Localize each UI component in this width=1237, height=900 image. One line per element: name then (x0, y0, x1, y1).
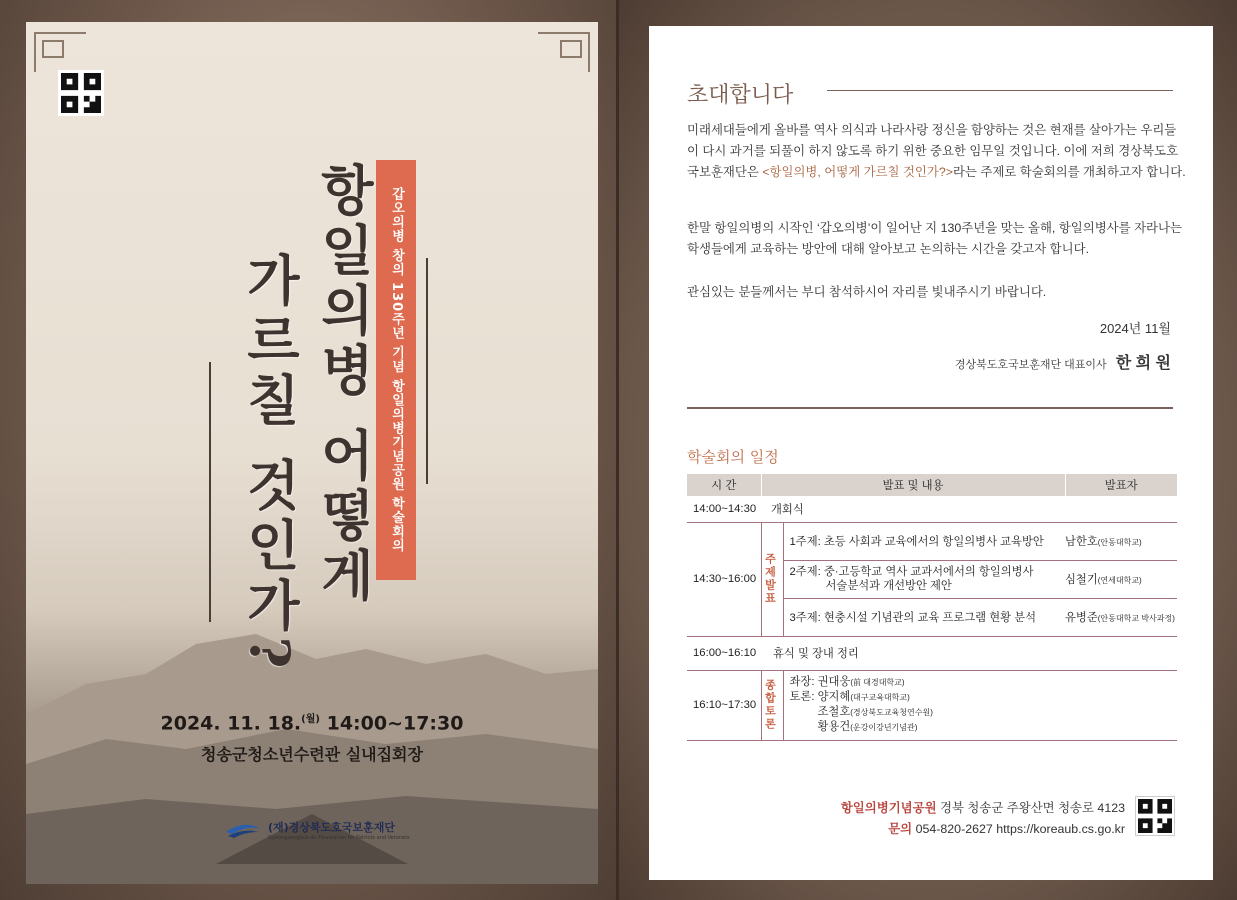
presenter-name: 남한호 (1065, 536, 1098, 548)
chair-name: 권대웅 (817, 676, 851, 688)
heading-rule (827, 90, 1173, 91)
presenter-3 (1065, 598, 1177, 636)
qr-code (1135, 796, 1175, 836)
header-content: 발표 및 내용 (761, 474, 1065, 496)
foundation-logo (224, 818, 410, 842)
title-divider-line (426, 258, 428, 484)
section-divider (687, 407, 1173, 409)
chair-label: 좌장: (789, 676, 815, 688)
row-time: 16:00~16:10 (687, 636, 761, 670)
discussant-affiliation: (경상북도교육청연수원) (850, 708, 933, 717)
event-date-text: 2024. 11. 18. (160, 712, 302, 735)
main-title-line-2: 가르칠 것인가? (238, 252, 302, 675)
header-time: 시 간 (687, 474, 761, 496)
topic-2 (783, 560, 1065, 598)
row-label-cell (761, 522, 783, 636)
corner-ornament (538, 32, 590, 72)
invitation-paragraph-1 (687, 120, 1187, 183)
signature (955, 350, 1171, 373)
discussion-panel (783, 670, 1177, 740)
header-presenter: 발표자 (1065, 474, 1177, 496)
table-row (687, 496, 1177, 522)
chair-affiliation: (前 대경대학교) (850, 678, 905, 687)
paragraph-text: 미래세대들에게 올바를 역사 의식과 나라사랑 정신을 함양하는 것은 현재를 살아가는 우리들이 다시 과거를 되풀이 하지 않도록 하기 위한 중요한 임무일 것입니다. 이에 저희 경상북도호국보훈재단은 (687, 123, 1179, 179)
presenter-affiliation: (안동대학교 박사과정) (1097, 614, 1175, 623)
footer-contact (649, 819, 1125, 837)
cover-page (0, 0, 618, 900)
discussant-line (790, 690, 1178, 705)
table-header (687, 474, 1177, 496)
footer-contact-text: 054-820-2627 https://koreaub.cs.go.kr (915, 822, 1125, 836)
footer-address-text: 경북 청송군 주왕산면 청송로 4123 (940, 801, 1125, 815)
subtitle-banner: 갑오의병 창의 130주년 기념 항일의병기념공원 학술회의 (376, 160, 416, 580)
foundation-english-name: Gyeongsangbuk-do Foundation for Patriots and Veterans (268, 835, 410, 841)
signer-name: 한 희 원 (1115, 355, 1171, 372)
discussant-affiliation: (대구교육대학교) (850, 693, 910, 702)
topic-2-line-1: 2주제: 중·고등학교 역사 교과서에서의 항일의병사 (789, 566, 1034, 578)
invitation-paragraph-2: 한말 항일의병의 시작인 ‘갑오의병’이 일어난 지 130주년을 맞는 올해, 항일의병사를 자라나는 학생들에게 교육하는 방안에 대해 알아보고 논의하는 시간을 갖고자 합니다. (687, 221, 1182, 256)
event-time: 14:00~17:30 (326, 712, 464, 735)
table-row (687, 636, 1177, 670)
topic-1: 1주제: 초등 사회과 교육에서의 항일의병사 교육방안 (783, 522, 1065, 560)
row-label: 주제발표 (763, 553, 776, 605)
presenter-name: 유병준 (1065, 612, 1098, 624)
invitation-card (649, 26, 1213, 880)
presenter-affiliation: (연세대학교) (1097, 576, 1142, 585)
footer-place-label: 항일의병기념공원 (840, 801, 937, 815)
topic-3: 3주제: 현충시설 기념관의 교육 프로그램 현황 분석 (783, 598, 1065, 636)
corner-ornament (34, 32, 86, 72)
row-content: 휴식 및 장내 정리 (761, 636, 1177, 670)
discussant-name: 양지혜 (817, 691, 851, 703)
invitation-page (619, 0, 1237, 900)
event-venue: 청송군청소년수련관 실내집회장 (201, 745, 423, 764)
presenter-name: 심철기 (1065, 574, 1098, 586)
table-row (687, 522, 1177, 560)
invitation-paragraph-3: 관심있는 분들께서는 부디 참석하시어 자리를 빛내주시기 바랍니다. (687, 285, 1047, 299)
title-divider-line (209, 362, 211, 622)
event-date (26, 710, 598, 734)
letter-date: 2024년 11월 (1099, 321, 1171, 336)
qr-code (58, 70, 104, 116)
row-time: 16:10~17:30 (687, 670, 761, 740)
row-label: 종합토론 (763, 679, 776, 731)
signer-org: 경상북도호국보훈재단 대표이사 (954, 359, 1107, 371)
discussant-line (790, 705, 1178, 720)
schedule-table (687, 474, 1177, 741)
row-label-cell (761, 670, 783, 740)
table-row (687, 670, 1177, 740)
discussant-label: 토론: (789, 691, 815, 703)
event-day: (월) (301, 714, 320, 725)
discussant-affiliation: (운강이강년기념관) (850, 723, 918, 732)
foundation-name: (재)경상북도호국보훈재단 (268, 821, 395, 834)
row-content: 개회식 (761, 496, 1177, 522)
schedule-title: 학술회의 일정 (687, 448, 779, 466)
footer-address (649, 798, 1125, 816)
foundation-emblem-icon (224, 818, 262, 842)
discussant-line (790, 720, 1178, 735)
discussant-name: 황용건 (817, 721, 851, 733)
chair-line (790, 675, 1178, 690)
row-time: 14:00~14:30 (687, 496, 761, 522)
cover-card (26, 22, 598, 884)
row-time: 14:30~16:00 (687, 522, 761, 636)
presenter-affiliation: (안동대학교) (1097, 538, 1142, 547)
main-title-line-1: 항일의병 어떻게 (312, 162, 376, 607)
topic-2-line-2: 서술분석과 개선방안 제안 (825, 580, 952, 592)
footer-contact-label: 문의 (888, 822, 913, 836)
discussant-name: 조철호 (817, 706, 851, 718)
highlight-topic: <항일의병, 어떻게 가르칠 것인가?> (762, 165, 953, 179)
paragraph-text: 라는 주제로 학술회의를 개최하고자 합니다. (953, 165, 1186, 179)
presenter-1 (1065, 522, 1177, 560)
presenter-2 (1065, 560, 1177, 598)
invitation-heading: 초대합니다 (687, 83, 794, 108)
